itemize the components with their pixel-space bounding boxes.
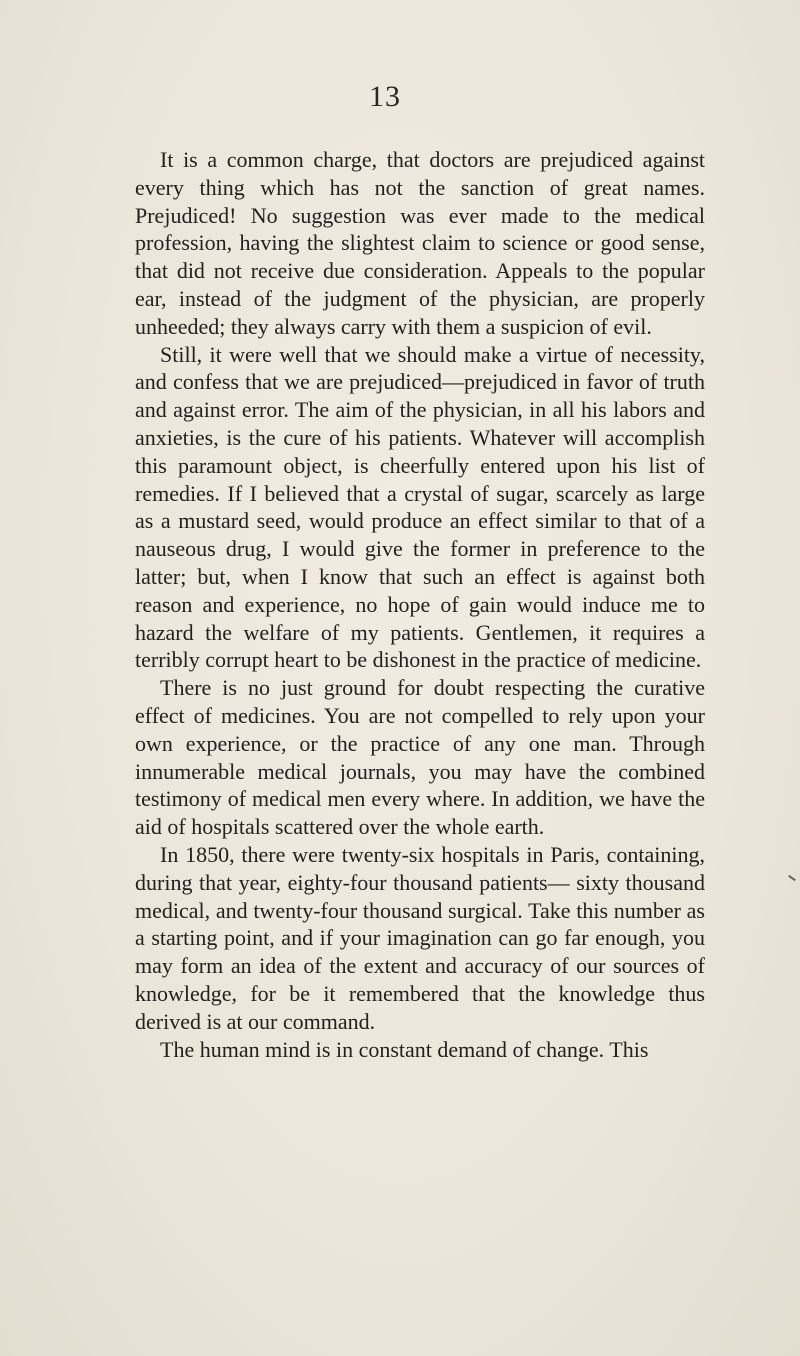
margin-mark [788, 875, 796, 881]
paragraph-3: There is no just ground for doubt respecting the curative effect of medicines. You are not compelled to rely upon your own experience, or the practice of any one man. Through innumerable medical journals, you may have the combined testimony of medical men every where. In addition, we have the aid of hospitals scattered over the whole earth. [135, 675, 705, 840]
page-number: 13 [369, 80, 401, 113]
paragraph-2: Still, it were well that we should make a virtue of necessity, and confess that we are prejudiced—prejudiced in favor of truth and against error. The aim of the physician, in all his labors and anxieties, is the cure of his patients. Whatever will accomplish this paramount object, is cheerfully entered upon his list of remedies. If I believed that a crystal of sugar, scarcely as large as a mustard seed, would produce an effect similar to that of a nauseous drug, I would give the former in preference to the latter; but, when I know that such an effect is against both reason and experience, no hope of gain would induce me to hazard the welfare of my patients. Gentlemen, it requires a terribly corrupt heart to be dishonest in the practice of medicine. [135, 341, 705, 673]
paragraph-1: It is a common charge, that doctors are prejudiced against every thing which has not the sanction of great names. Prejudiced! No suggestion was ever made to the medical profession, having the slightest claim to science or good sense, that did not receive due consideration. Appeals to the popular ear, instead of the judgment of the physician, are properly unheeded; they always carry with them a suspicion of evil. [135, 147, 705, 339]
body-text [135, 146, 705, 1063]
paragraph-4: In 1850, there were twenty-six hospitals in Paris, containing, during that year, eighty-four thousand patients— sixty thousand medical, and twenty-four thousand surgical. Take this number as a starting point, and if your imagination can go far enough, you may form an idea of the extent and accuracy of our sources of knowledge, for be it remembered that the knowledge thus derived is at our command. [135, 841, 705, 1034]
paragraph-5: The human mind is in constant demand of change. This [160, 1036, 649, 1062]
